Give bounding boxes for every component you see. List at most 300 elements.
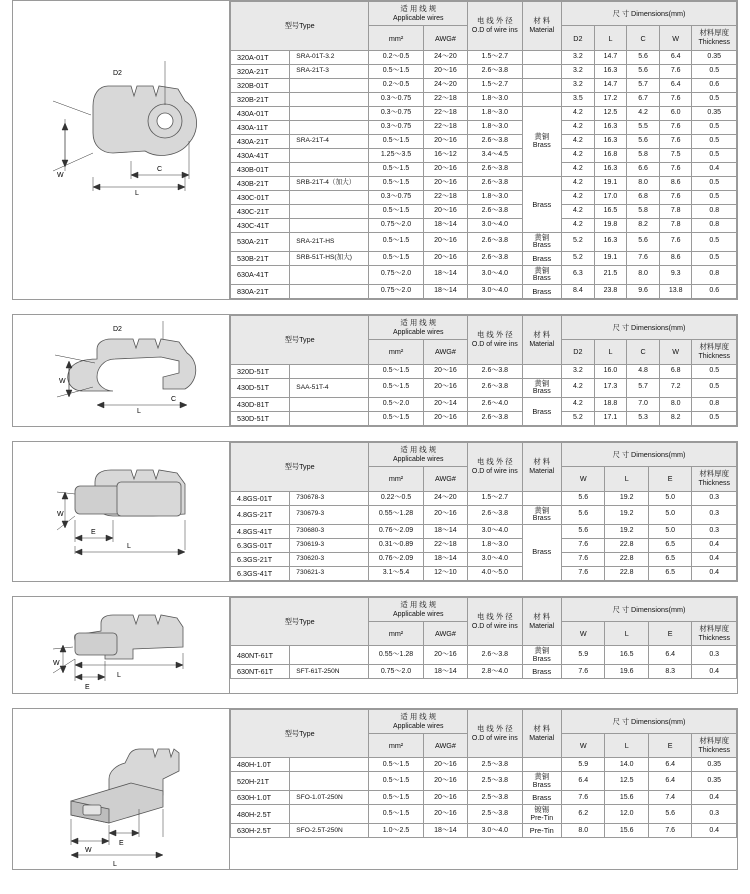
figure-label-d2: D2 [113, 325, 122, 333]
cell-od: 2.6～3.8 [468, 134, 522, 148]
header-type: 型号Type [231, 442, 369, 491]
cell-dim-1: 14.7 [594, 50, 627, 64]
cell-dim-1: 23.8 [594, 284, 627, 298]
table-row [231, 120, 737, 134]
header-dim-1: L [605, 467, 648, 491]
cell-thickness: 0.5 [692, 176, 737, 190]
spec-table-ring-terminal [230, 1, 737, 299]
header-dim-3: W [659, 340, 692, 364]
cell-dim-1: 16.3 [594, 232, 627, 251]
cell-dim-2: 4.8 [627, 364, 660, 378]
cell-dim-2: 6.4 [648, 646, 691, 665]
cell-dim-1: 22.8 [605, 538, 648, 552]
cell-mm2: 0.5～1.5 [369, 232, 423, 251]
header-dim-0: W [562, 733, 605, 757]
spec-table-spade-open [230, 315, 737, 426]
cell-dim-2: 5.8 [627, 204, 660, 218]
header-material: 材 料 Material [522, 597, 562, 646]
cell-dim-3: 7.8 [659, 204, 692, 218]
cell-dim-1: 16.0 [594, 364, 627, 378]
header-dimensions: 尺 寸 Dimensions(mm) [562, 2, 737, 26]
cell-mm2: 0.5～1.5 [369, 64, 423, 78]
cell-type-primary: 6.3GS-21T [231, 552, 290, 566]
header-dim-0: W [562, 467, 605, 491]
cell-od: 3.4～4.5 [468, 148, 522, 162]
cell-dim-1: 19.1 [594, 251, 627, 265]
cell-dim-3: 7.5 [659, 148, 692, 162]
cell-type-primary: 320B-21T [231, 92, 290, 106]
cell-material: 黄铜 Brass [522, 772, 562, 791]
cell-dim-1: 19.1 [594, 176, 627, 190]
header-applicable-wires: 适 用 线 规 Applicable wires [369, 2, 468, 26]
cell-od: 1.5～2.7 [468, 78, 522, 92]
cell-mm2: 0.5～1.5 [369, 364, 423, 378]
cell-dim-2: 5.6 [648, 805, 691, 824]
figure-label-l: L [137, 407, 141, 415]
cell-dim-3: 7.6 [659, 162, 692, 176]
cell-thickness: 0.5 [692, 411, 737, 425]
cell-od: 2.6～3.8 [468, 646, 522, 665]
cell-type-secondary [290, 805, 369, 824]
cell-od: 3.0～4.0 [468, 524, 522, 538]
cell-od: 2.6～3.8 [468, 232, 522, 251]
cell-dim-0: 4.2 [562, 120, 595, 134]
cell-type-secondary: SRA-21T-3 [290, 64, 369, 78]
cell-od: 1.5～2.7 [468, 50, 522, 64]
cell-dim-2: 5.6 [627, 232, 660, 251]
cell-dim-2: 5.3 [627, 411, 660, 425]
header-dim-1: L [594, 340, 627, 364]
cell-od: 3.0～4.0 [468, 824, 522, 838]
header-dimensions: 尺 寸 Dimensions(mm) [562, 442, 737, 466]
header-mm2: mm² [369, 733, 423, 757]
cell-mm2: 0.3～0.75 [369, 190, 423, 204]
cell-od: 2.6～3.8 [468, 162, 522, 176]
cell-dim-3: 7.6 [659, 64, 692, 78]
cell-dim-0: 5.9 [562, 646, 605, 665]
cell-dim-2: 8.0 [627, 265, 660, 284]
cell-mm2: 0.55～1.28 [369, 505, 423, 524]
cell-awg: 18～14 [423, 552, 467, 566]
cell-type-primary: 630H-2.5T [231, 824, 290, 838]
cell-type-secondary: SRA-21T-HS [290, 232, 369, 251]
cell-thickness: 0.3 [692, 524, 737, 538]
cell-thickness: 0.5 [692, 92, 737, 106]
header-awg: AWG# [423, 733, 467, 757]
cell-dim-0: 5.2 [562, 232, 595, 251]
cell-dim-1: 14.7 [594, 78, 627, 92]
cell-type-primary: 480NT-61T [231, 646, 290, 665]
cell-dim-2: 6.4 [648, 772, 691, 791]
table-row [231, 791, 737, 805]
table-body-1 [231, 364, 737, 425]
cell-mm2: 0.75～2.0 [369, 265, 423, 284]
header-dim-3: W [659, 26, 692, 50]
cell-type-secondary [290, 265, 369, 284]
header-od: 电 线 外 径 O.D of wire ins [468, 597, 522, 646]
cell-type-secondary [290, 204, 369, 218]
cell-dim-2: 5.0 [648, 491, 691, 505]
cell-mm2: 0.75～2.0 [369, 284, 423, 298]
cell-mm2: 1.0～2.5 [369, 824, 423, 838]
cell-thickness: 0.8 [692, 204, 737, 218]
cell-awg: 24～20 [423, 491, 467, 505]
cell-type-secondary [290, 120, 369, 134]
table-row [231, 50, 737, 64]
header-material: 材 料 Material [522, 315, 562, 364]
cell-od: 2.6～3.8 [468, 364, 522, 378]
cell-mm2: 0.75～2.0 [369, 665, 423, 679]
header-dimensions: 尺 寸 Dimensions(mm) [562, 315, 737, 339]
header-material: 材 料 Material [522, 709, 562, 758]
cell-mm2: 0.5～1.5 [369, 204, 423, 218]
header-type: 型号Type [231, 315, 369, 364]
table-row [231, 397, 737, 411]
cell-thickness: 0.4 [692, 566, 737, 580]
cell-thickness: 0.5 [692, 120, 737, 134]
cell-type-primary: 430C-21T [231, 204, 290, 218]
cell-material [522, 64, 562, 78]
cell-dim-1: 17.3 [594, 378, 627, 397]
table-row [231, 92, 737, 106]
cell-dim-1: 16.3 [594, 120, 627, 134]
cell-od: 1.8～3.0 [468, 538, 522, 552]
cell-material: Brass [522, 284, 562, 298]
cell-thickness: 0.6 [692, 284, 737, 298]
cell-od: 2.6～4.0 [468, 397, 522, 411]
table-row [231, 824, 737, 838]
header-dim-2: E [648, 733, 691, 757]
cell-thickness: 0.3 [692, 646, 737, 665]
cell-type-primary: 830A-21T [231, 284, 290, 298]
cell-awg: 16～12 [423, 148, 467, 162]
header-dim-0: W [562, 621, 605, 645]
cell-type-primary: 530A-21T [231, 232, 290, 251]
cell-dim-2: 5.7 [627, 78, 660, 92]
cell-awg: 18～14 [423, 284, 467, 298]
table-header-row [231, 597, 737, 621]
table-row [231, 64, 737, 78]
figure-label-e: E [119, 839, 124, 847]
cell-type-secondary [290, 218, 369, 232]
cell-mm2: 0.22～0.5 [369, 491, 423, 505]
cell-dim-3: 13.8 [659, 284, 692, 298]
cell-dim-1: 16.5 [605, 646, 648, 665]
cell-dim-1: 17.1 [594, 411, 627, 425]
table-row [231, 805, 737, 824]
header-od: 电 线 外 径 O.D of wire ins [468, 2, 522, 51]
cell-dim-3: 8.2 [659, 411, 692, 425]
cell-material [522, 758, 562, 772]
cell-material: Pre-Tin [522, 824, 562, 838]
figure-label-c: C [157, 166, 163, 173]
table-row [231, 284, 737, 298]
cell-type-primary: 630H-1.0T [231, 791, 290, 805]
cell-type-primary: 480H-1.0T [231, 758, 290, 772]
cell-od: 2.6～3.8 [468, 378, 522, 397]
cell-awg: 24～20 [423, 78, 467, 92]
header-applicable-wires: 适 用 线 规 Applicable wires [369, 709, 468, 733]
cell-dim-0: 5.9 [562, 758, 605, 772]
cell-type-primary: 430B-21T [231, 176, 290, 190]
cell-od: 2.6～3.8 [468, 251, 522, 265]
cell-awg: 20～16 [423, 251, 467, 265]
cell-od: 3.0～4.0 [468, 218, 522, 232]
cell-dim-0: 4.2 [562, 190, 595, 204]
cell-mm2: 0.5～1.5 [369, 772, 423, 791]
header-thickness: 材料厚度 Thickness [692, 467, 737, 491]
cell-awg: 20～16 [423, 411, 467, 425]
figure-label-e: E [91, 528, 96, 536]
cell-material [522, 364, 562, 378]
cell-material: 黄铜 Brass [522, 646, 562, 665]
header-dim-1: L [594, 26, 627, 50]
cell-type-secondary [290, 758, 369, 772]
cell-type-primary: 430A-21T [231, 134, 290, 148]
cell-awg: 20～16 [423, 791, 467, 805]
table-row [231, 772, 737, 791]
product-block-female-disconnect [12, 441, 738, 582]
table-body-2 [231, 491, 737, 580]
cell-awg: 18～14 [423, 824, 467, 838]
cell-type-secondary [290, 106, 369, 120]
cell-awg: 20～16 [423, 505, 467, 524]
cell-type-primary: 4.8GS-01T [231, 491, 290, 505]
cell-dim-2: 7.4 [648, 791, 691, 805]
cell-material: Brass [522, 176, 562, 232]
cell-od: 1.8～3.0 [468, 190, 522, 204]
cell-type-secondary: SRB-51T-HS(加大) [290, 251, 369, 265]
cell-type-secondary [290, 78, 369, 92]
cell-dim-0: 4.2 [562, 162, 595, 176]
cell-dim-0: 5.2 [562, 251, 595, 265]
cell-dim-2: 5.8 [627, 148, 660, 162]
cell-type-secondary: SFO-2.5T-250N [290, 824, 369, 838]
cell-dim-1: 16.3 [594, 134, 627, 148]
cell-dim-0: 4.2 [562, 397, 595, 411]
figure-label-l: L [135, 190, 139, 197]
table-row [231, 566, 737, 580]
cell-awg: 20～16 [423, 378, 467, 397]
cell-thickness: 0.4 [692, 824, 737, 838]
cell-dim-0: 8.4 [562, 284, 595, 298]
cell-type-secondary: 730678-3 [290, 491, 369, 505]
cell-awg: 20～16 [423, 134, 467, 148]
cell-dim-1: 12.5 [594, 106, 627, 120]
header-dimensions: 尺 寸 Dimensions(mm) [562, 597, 737, 621]
cell-dim-0: 6.4 [562, 772, 605, 791]
cell-dim-3: 7.6 [659, 134, 692, 148]
header-thickness: 材料厚度 Thickness [692, 26, 737, 50]
cell-awg: 18～14 [423, 665, 467, 679]
cell-mm2: 0.31～0.89 [369, 538, 423, 552]
cell-type-secondary [290, 162, 369, 176]
cell-type-secondary: 730619-3 [290, 538, 369, 552]
header-dimensions: 尺 寸 Dimensions(mm) [562, 709, 737, 733]
cell-dim-3: 6.0 [659, 106, 692, 120]
cell-awg: 22～18 [423, 120, 467, 134]
cell-thickness: 0.3 [692, 505, 737, 524]
cell-dim-1: 22.8 [605, 552, 648, 566]
cell-dim-1: 16.5 [594, 204, 627, 218]
cell-dim-2: 4.2 [627, 106, 660, 120]
cell-dim-0: 3.2 [562, 64, 595, 78]
table-row [231, 134, 737, 148]
cell-dim-0: 3.5 [562, 92, 595, 106]
cell-material: 黄铜 Brass [522, 265, 562, 284]
product-block-piggyback-terminal [12, 708, 738, 870]
cell-material: 黄铜 Brass [522, 232, 562, 251]
cell-type-secondary: SRA-21T-4 [290, 134, 369, 148]
cell-dim-2: 7.6 [648, 824, 691, 838]
cell-dim-0: 3.2 [562, 364, 595, 378]
cell-awg: 20～16 [423, 204, 467, 218]
cell-dim-2: 5.0 [648, 505, 691, 524]
cell-type-primary: 480H-2.5T [231, 805, 290, 824]
header-dim-2: E [648, 467, 691, 491]
product-block-flag-terminal [12, 596, 738, 694]
header-mm2: mm² [369, 26, 423, 50]
cell-thickness: 0.5 [692, 251, 737, 265]
figure-ring-terminal [13, 1, 230, 299]
cell-dim-1: 19.2 [605, 524, 648, 538]
cell-material [522, 491, 562, 505]
cell-od: 2.6～3.8 [468, 411, 522, 425]
cell-type-primary: 4.8GS-41T [231, 524, 290, 538]
cell-type-primary: 520H-21T [231, 772, 290, 791]
cell-mm2: 0.76～2.09 [369, 524, 423, 538]
header-thickness: 材料厚度 Thickness [692, 621, 737, 645]
cell-dim-3: 7.6 [659, 190, 692, 204]
cell-dim-2: 8.3 [648, 665, 691, 679]
cell-thickness: 0.5 [692, 134, 737, 148]
cell-mm2: 0.76～2.09 [369, 552, 423, 566]
product-block-spade-open [12, 314, 738, 427]
cell-dim-3: 8.0 [659, 397, 692, 411]
cell-awg: 20～16 [423, 758, 467, 772]
cell-mm2: 0.5～2.0 [369, 397, 423, 411]
header-mm2: mm² [369, 467, 423, 491]
header-applicable-wires: 适 用 线 规 Applicable wires [369, 597, 468, 621]
cell-awg: 20～16 [423, 162, 467, 176]
cell-type-secondary: SRA-01T-3.2 [290, 50, 369, 64]
table-row [231, 538, 737, 552]
cell-dim-2: 5.6 [627, 64, 660, 78]
cell-od: 2.6～3.8 [468, 204, 522, 218]
cell-mm2: 0.3～0.75 [369, 106, 423, 120]
cell-od: 1.8～3.0 [468, 106, 522, 120]
cell-awg: 20～16 [423, 646, 467, 665]
cell-type-secondary: 730621-3 [290, 566, 369, 580]
table-header-row [231, 709, 737, 733]
cell-dim-0: 4.2 [562, 378, 595, 397]
cell-mm2: 0.5～1.5 [369, 758, 423, 772]
cell-dim-2: 9.6 [627, 284, 660, 298]
cell-thickness: 0.35 [692, 50, 737, 64]
table-row [231, 378, 737, 397]
cell-material: Brass [522, 397, 562, 425]
cell-mm2: 0.3～0.75 [369, 92, 423, 106]
cell-thickness: 0.5 [692, 232, 737, 251]
table-row [231, 204, 737, 218]
cell-material: 黄铜 Brass [522, 505, 562, 524]
cell-od: 4.0～5.0 [468, 566, 522, 580]
figure-spade-open [13, 315, 230, 426]
header-awg: AWG# [423, 621, 467, 645]
header-dim-2: E [648, 621, 691, 645]
cell-thickness: 0.3 [692, 805, 737, 824]
cell-dim-0: 5.6 [562, 524, 605, 538]
table-body-3 [231, 646, 737, 679]
cell-type-primary: 4.8GS-21T [231, 505, 290, 524]
cell-dim-0: 7.6 [562, 552, 605, 566]
cell-dim-2: 6.5 [648, 538, 691, 552]
cell-dim-2: 7.0 [627, 397, 660, 411]
header-dim-2: C [627, 340, 660, 364]
table-body-4 [231, 758, 737, 838]
cell-mm2: 0.2～0.5 [369, 78, 423, 92]
figure-label-w: W [85, 846, 92, 854]
cell-mm2: 0.5～1.5 [369, 791, 423, 805]
cell-dim-0: 4.2 [562, 134, 595, 148]
cell-thickness: 0.5 [692, 364, 737, 378]
header-type: 型号Type [231, 2, 369, 51]
cell-dim-1: 16.3 [594, 162, 627, 176]
spec-table-flag-terminal [230, 597, 737, 693]
cell-od: 2.6～3.8 [468, 505, 522, 524]
cell-material: Brass [522, 665, 562, 679]
header-od: 电 线 外 径 O.D of wire ins [468, 709, 522, 758]
product-block-ring-terminal [12, 0, 738, 300]
cell-material [522, 50, 562, 64]
cell-mm2: 3.1～5.4 [369, 566, 423, 580]
header-awg: AWG# [423, 340, 467, 364]
cell-od: 2.8～4.0 [468, 665, 522, 679]
cell-dim-1: 19.2 [605, 505, 648, 524]
cell-dim-0: 5.2 [562, 411, 595, 425]
cell-dim-2: 6.7 [627, 92, 660, 106]
cell-awg: 20～16 [423, 364, 467, 378]
figure-label-l: L [117, 671, 121, 679]
cell-material [522, 78, 562, 92]
cell-dim-3: 6.4 [659, 78, 692, 92]
cell-material: 黄铜 Brass [522, 378, 562, 397]
figure-label-d2: D2 [113, 70, 122, 77]
cell-awg: 24～20 [423, 50, 467, 64]
cell-od: 1.8～3.0 [468, 120, 522, 134]
header-thickness: 材料厚度 Thickness [692, 733, 737, 757]
cell-od: 3.0～4.0 [468, 265, 522, 284]
cell-awg: 12～10 [423, 566, 467, 580]
cell-thickness: 0.4 [692, 791, 737, 805]
cell-awg: 18～14 [423, 218, 467, 232]
cell-awg: 18～14 [423, 265, 467, 284]
cell-dim-2: 7.6 [627, 251, 660, 265]
cell-mm2: 0.5～1.5 [369, 251, 423, 265]
cell-dim-3: 6.8 [659, 364, 692, 378]
table-row [231, 78, 737, 92]
table-row [231, 758, 737, 772]
cell-dim-3: 7.8 [659, 218, 692, 232]
cell-dim-0: 4.2 [562, 218, 595, 232]
cell-type-secondary [290, 148, 369, 162]
cell-dim-1: 16.3 [594, 64, 627, 78]
cell-type-secondary [290, 411, 369, 425]
cell-mm2: 0.5～1.5 [369, 176, 423, 190]
cell-thickness: 0.35 [692, 758, 737, 772]
cell-thickness: 0.8 [692, 397, 737, 411]
cell-thickness: 0.8 [692, 265, 737, 284]
